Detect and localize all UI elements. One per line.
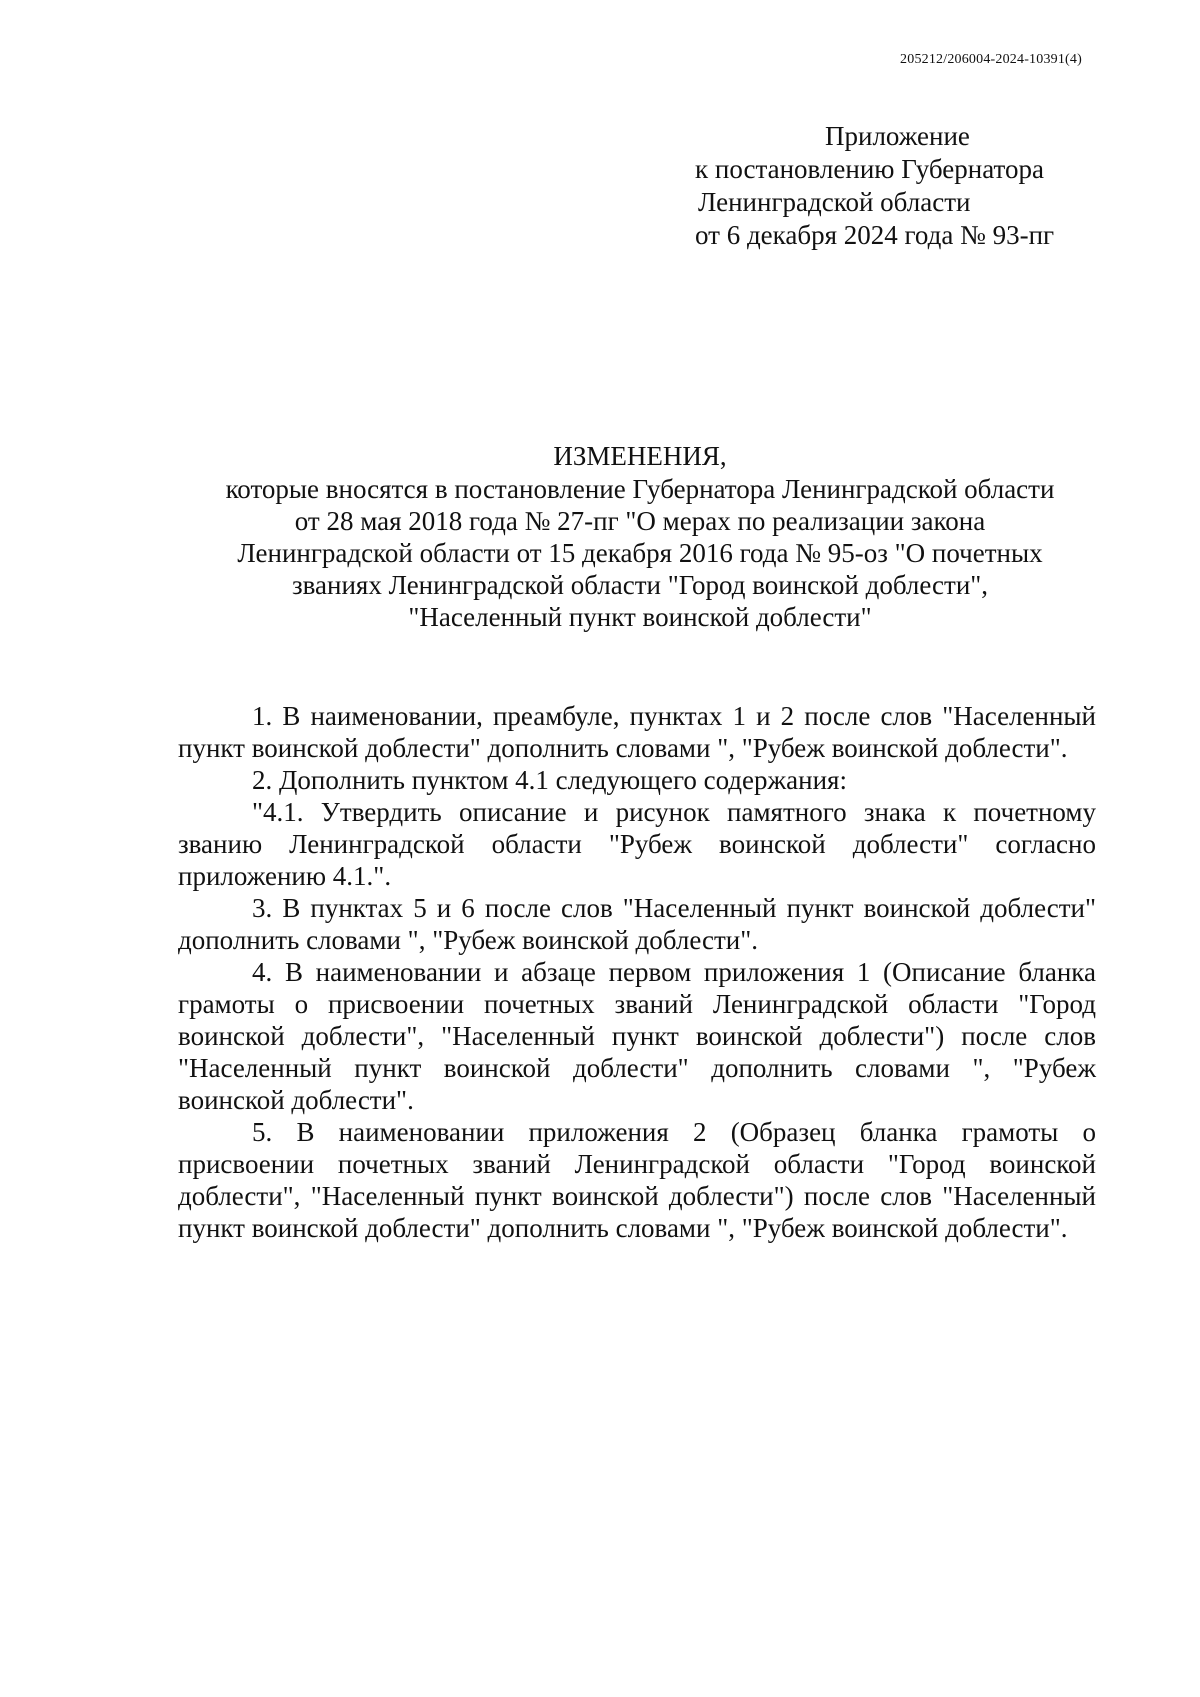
paragraph-2: 2. Дополнить пунктом 4.1 следующего содержания: (252, 765, 847, 795)
appendix-line-2: к постановлению Губернатора (695, 154, 1044, 184)
appendix-line-3: Ленинградской области (698, 187, 971, 217)
title-heading: ИЗМЕНЕНИЯ, (553, 441, 727, 471)
document-registration-number: 205212/206004-2024-10391(4) (900, 52, 1082, 67)
title-line-2: от 28 мая 2018 года № 27-пг "О мерах по реализации закона (294, 506, 986, 536)
appendix-line-4: от 6 декабря 2024 года № 93-пг (695, 220, 1055, 250)
appendix-line-1: Приложение (825, 121, 970, 151)
paragraph-3: "4.1. Утвердить описание и рисунок памятного знака к почетному званию Ленинградской области "Рубеж воинской доблести" согласно приложению 4.1.". (178, 797, 1096, 891)
paragraph-4: 3. В пунктах 5 и 6 после слов "Населенный пункт воинской доблести" дополнить словами ", "Рубеж воинской доблести". (178, 893, 1096, 955)
title-line-3: Ленинградской области от 15 декабря 2016 года № 95-оз "О почетных (237, 538, 1043, 568)
paragraph-6: 5. В наименовании приложения 2 (Образец бланка грамоты о присвоении почетных званий Ленинградской области "Город воинской доблести", "Населенный пункт воинской доблести") после слов "Населенный пункт воинской доблести" дополнить словами ", "Рубеж воинской доблести". (178, 1117, 1096, 1243)
document-title (150, 440, 1130, 633)
title-line-4: званиях Ленинградской области "Город воинской доблести", (291, 570, 989, 600)
paragraph-5: 4. В наименовании и абзаце первом приложения 1 (Описание бланка грамоты о присвоении почетных званий Ленинградской области "Город воинской доблести", "Населенный пункт воинской доблести") после слов "Населенный пункт воинской доблести" дополнить словами ", "Рубеж воинской доблести". (178, 957, 1096, 1115)
appendix-block (695, 120, 1054, 252)
title-line-5: "Населенный пункт воинской доблести" (408, 602, 872, 632)
title-line-1: которые вносятся в постановление Губернатора Ленинградской области (225, 474, 1055, 504)
paragraph-1: 1. В наименовании, преамбуле, пунктах 1 и 2 после слов "Населенный пункт воинской доблести" дополнить словами ", "Рубеж воинской доблести". (178, 701, 1096, 763)
document-body (178, 700, 1096, 1244)
